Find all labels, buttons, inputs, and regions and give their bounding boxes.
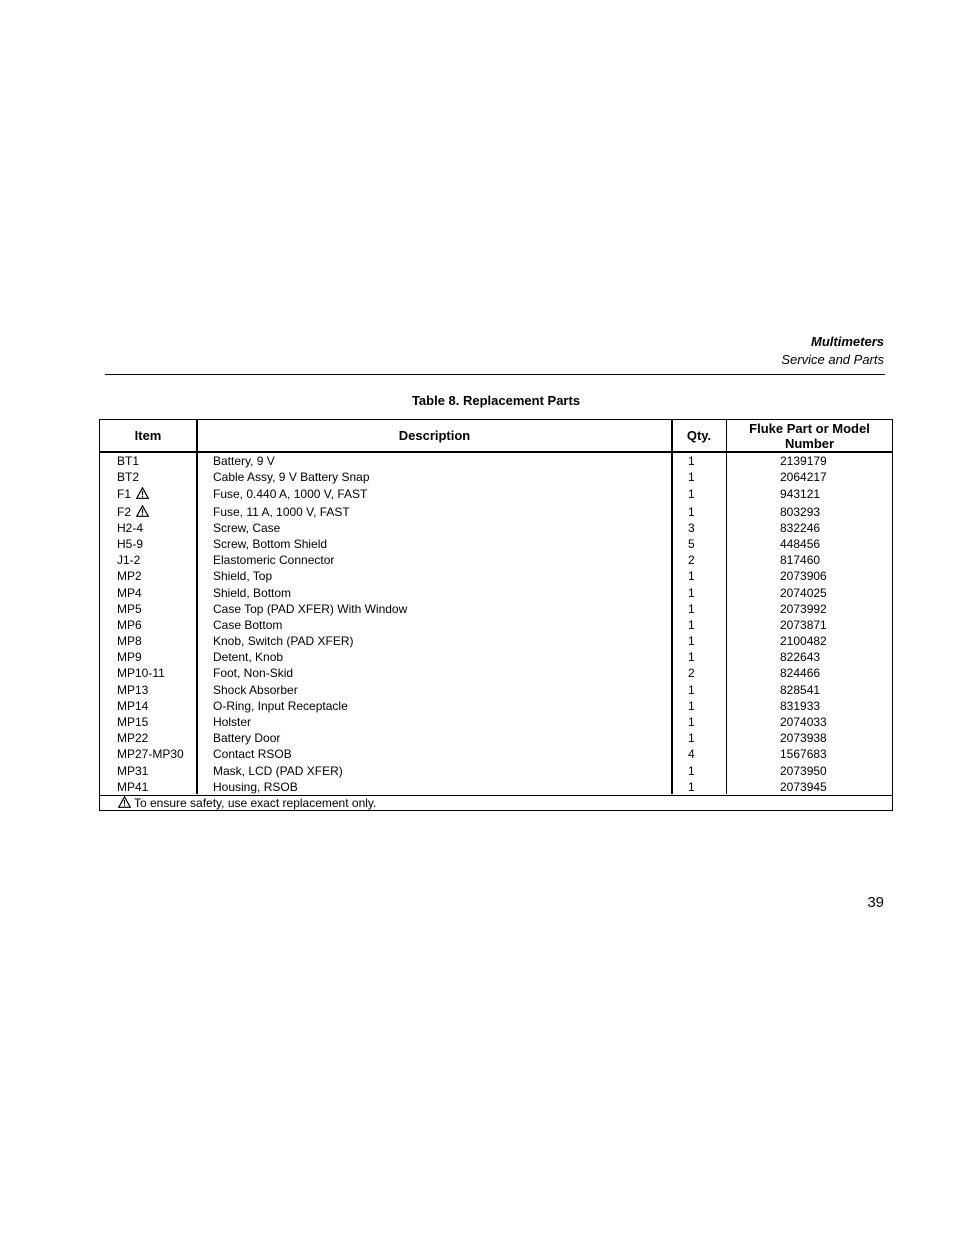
item-code: F1: [117, 487, 132, 502]
column-header-part-number: Fluke Part or Model Number: [749, 420, 870, 451]
item-code: MP6: [117, 617, 142, 632]
cell-part-number: 824466: [780, 666, 821, 681]
cell-description: Shield, Bottom: [213, 585, 292, 600]
cell-item: [117, 683, 148, 697]
table-row: [100, 569, 892, 585]
cell-part-number: 822643: [780, 650, 821, 665]
cell-item: [117, 780, 148, 794]
cell-item: [117, 699, 148, 713]
cell-description: Shock Absorber: [213, 682, 298, 697]
table-row: [100, 666, 892, 682]
item-code: MP5: [117, 601, 142, 616]
header-subtitle: Service and Parts: [781, 352, 884, 367]
cell-item: [117, 486, 149, 502]
cell-description: Screw, Case: [213, 520, 281, 535]
cell-part-number: 2100482: [780, 634, 827, 649]
cell-qty: 1: [688, 617, 695, 632]
table-row: [100, 683, 892, 699]
cell-part-number: 2073950: [780, 763, 827, 778]
cell-qty: 2: [688, 666, 695, 681]
table-row: [100, 618, 892, 634]
cell-part-number: 2074025: [780, 585, 827, 600]
item-code: F2: [117, 504, 132, 519]
cell-part-number: 2073992: [780, 601, 827, 616]
cell-description: Screw, Bottom Shield: [213, 536, 328, 551]
cell-description: Holster: [213, 715, 252, 729]
warning-triangle-icon: [136, 505, 149, 517]
cell-qty: 1: [688, 487, 695, 502]
cell-qty: 1: [688, 504, 695, 519]
table-row: [100, 521, 892, 537]
cell-item: [117, 715, 148, 729]
item-code: MP22: [117, 731, 149, 746]
cell-item: [117, 521, 143, 535]
cell-part-number: 828541: [780, 682, 821, 697]
item-code: MP14: [117, 698, 149, 713]
warning-triangle-icon: [118, 796, 131, 808]
cell-qty: 1: [688, 682, 695, 697]
cell-qty: 1: [688, 634, 695, 649]
item-code: MP41: [117, 779, 149, 794]
cell-qty: 1: [688, 470, 695, 485]
cell-description: Cable Assy, 9 V Battery Snap: [213, 470, 370, 485]
table-row: [100, 486, 892, 503]
cell-qty: 1: [688, 715, 695, 729]
item-code: MP8: [117, 634, 142, 649]
item-code: H2-4: [117, 520, 144, 535]
column-header-qty: Qty.: [686, 428, 712, 443]
cell-part-number: 448456: [780, 536, 821, 551]
cell-item: [117, 504, 149, 520]
item-code: J1-2: [117, 553, 141, 568]
table-row: [100, 634, 892, 650]
item-code: MP9: [117, 650, 142, 665]
column-header-description: Description: [398, 428, 471, 443]
item-code: MP31: [117, 763, 149, 778]
item-code: MP15: [117, 715, 149, 729]
table-row: [100, 715, 892, 731]
table-row: [100, 650, 892, 666]
cell-qty: 1: [688, 601, 695, 616]
cell-description: Battery Door: [213, 731, 281, 746]
item-code: BT1: [117, 454, 140, 468]
table-row: [100, 780, 892, 796]
table-body: [100, 454, 892, 796]
cell-item: [117, 454, 139, 468]
cell-item: [117, 537, 143, 551]
item-code: BT2: [117, 470, 140, 485]
cell-description: Detent, Knob: [213, 650, 284, 665]
cell-description: Case Bottom: [213, 617, 283, 632]
cell-part-number: 2074033: [780, 715, 827, 729]
table-row: [100, 764, 892, 780]
cell-description: Battery, 9 V: [213, 454, 275, 468]
table-row: [100, 586, 892, 602]
cell-part-number: 943121: [780, 487, 821, 502]
cell-description: Foot, Non-Skid: [213, 666, 294, 681]
table-row: [100, 504, 892, 521]
item-code: MP4: [117, 585, 142, 600]
header-title: Multimeters: [811, 334, 884, 349]
item-code: MP10-11: [117, 666, 165, 681]
table-row: [100, 731, 892, 747]
cell-qty: 3: [688, 520, 695, 535]
page-number: 39: [867, 894, 884, 911]
cell-description: O-Ring, Input Receptacle: [213, 698, 348, 713]
cell-qty: 1: [688, 454, 695, 468]
cell-qty: 1: [688, 779, 695, 794]
table-row: [100, 454, 892, 470]
cell-qty: 5: [688, 536, 695, 551]
cell-part-number: 2073938: [780, 731, 827, 746]
item-code: MP27-MP30: [117, 747, 184, 762]
cell-item: [117, 650, 142, 664]
table-row: [100, 699, 892, 715]
cell-description: Fuse, 0.440 A, 1000 V, FAST: [213, 487, 368, 502]
cell-part-number: 2073945: [780, 779, 827, 794]
cell-part-number: 832246: [780, 520, 821, 535]
cell-part-number: 1567683: [780, 747, 827, 762]
warning-triangle-icon: [136, 487, 149, 499]
cell-description: Fuse, 11 A, 1000 V, FAST: [213, 504, 350, 519]
cell-description: Mask, LCD (PAD XFER): [213, 763, 343, 778]
cell-qty: 1: [688, 569, 695, 584]
cell-item: [117, 666, 165, 680]
column-header-item: Item: [134, 428, 162, 443]
cell-description: Housing, RSOB: [213, 779, 298, 794]
cell-item: [117, 764, 148, 778]
cell-description: Elastomeric Connector: [213, 553, 335, 568]
cell-qty: 1: [688, 763, 695, 778]
cell-item: [117, 569, 142, 583]
cell-part-number: 2064217: [780, 470, 827, 485]
cell-item: [117, 553, 140, 567]
cell-item: [117, 586, 142, 600]
cell-part-number: 803293: [780, 504, 821, 519]
cell-item: [117, 470, 139, 484]
table-caption: Table 8. Replacement Parts: [411, 393, 581, 408]
cell-description: Contact RSOB: [213, 747, 292, 762]
item-code: MP13: [117, 682, 149, 697]
cell-qty: 1: [688, 650, 695, 665]
table-row: [100, 747, 892, 763]
table-footnote: [100, 795, 892, 811]
cell-item: [117, 634, 142, 648]
cell-part-number: 831933: [780, 698, 821, 713]
cell-item: [117, 731, 148, 745]
table-header-row: [100, 420, 892, 453]
table-row: [100, 470, 892, 486]
footnote-text: To ensure safety, use exact replacement only.: [134, 796, 377, 810]
table-row: [100, 602, 892, 618]
cell-qty: 1: [688, 585, 695, 600]
cell-part-number: 2139179: [780, 454, 827, 468]
item-code: MP2: [117, 569, 142, 584]
cell-description: Knob, Switch (PAD XFER): [213, 634, 354, 649]
cell-item: [117, 747, 184, 761]
replacement-parts-table: [99, 419, 893, 811]
cell-item: [117, 618, 142, 632]
table-row: [100, 553, 892, 569]
cell-part-number: 2073906: [780, 569, 827, 584]
header-divider: [105, 374, 885, 375]
cell-qty: 2: [688, 553, 695, 568]
table-row: [100, 537, 892, 553]
cell-part-number: 2073871: [780, 617, 827, 632]
cell-description: Shield, Top: [213, 569, 273, 584]
cell-description: Case Top (PAD XFER) With Window: [213, 601, 408, 616]
cell-item: [117, 602, 142, 616]
cell-qty: 1: [688, 698, 695, 713]
cell-part-number: 817460: [780, 553, 821, 568]
cell-qty: 1: [688, 731, 695, 746]
cell-qty: 4: [688, 747, 695, 762]
item-code: H5-9: [117, 536, 144, 551]
